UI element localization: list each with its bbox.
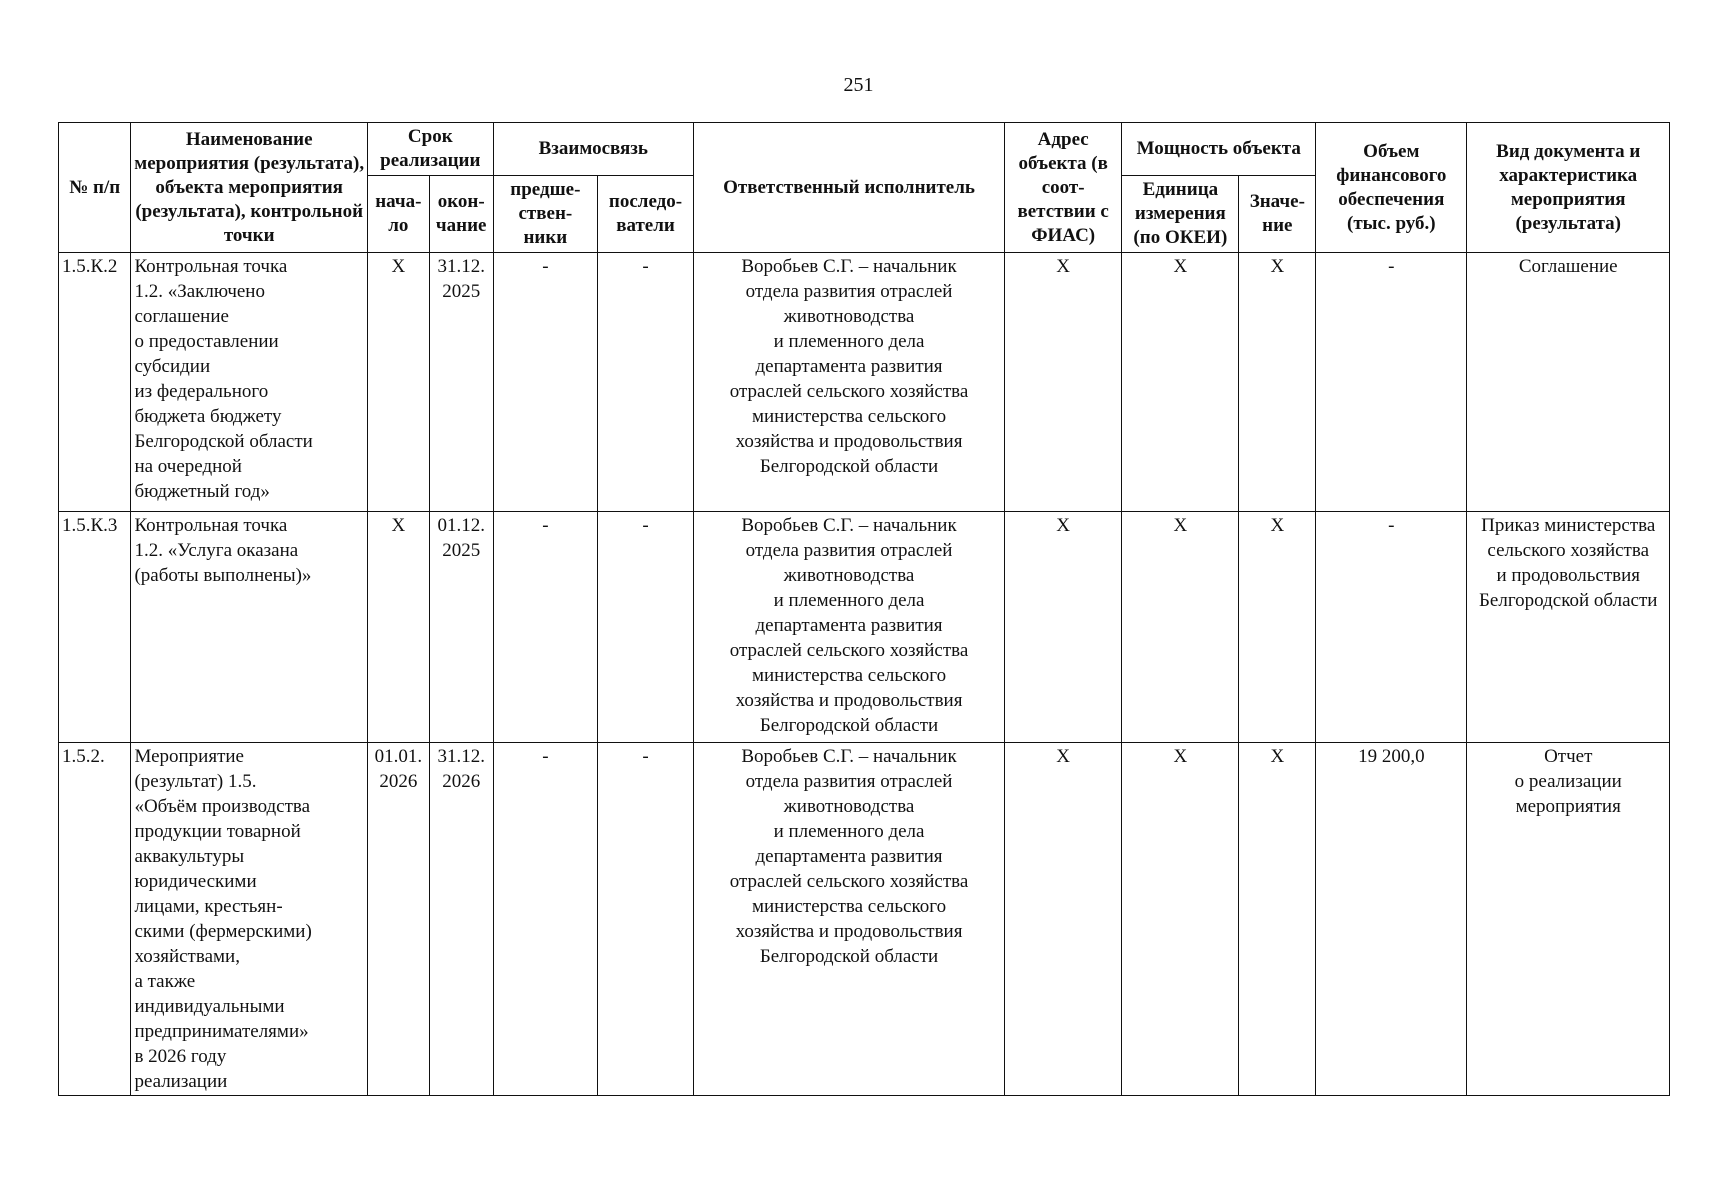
header-value: Значе- ние <box>1239 176 1316 253</box>
row-num: 1.5.2. <box>59 743 131 1096</box>
row-address: X <box>1005 743 1122 1096</box>
row-end: 31.12. 2026 <box>429 743 493 1096</box>
table-row <box>59 253 1670 512</box>
row-num: 1.5.К.3 <box>59 512 131 743</box>
row-doc: Соглашение <box>1467 253 1670 512</box>
row-value: X <box>1239 743 1316 1096</box>
row-value: X <box>1239 253 1316 512</box>
header-relation: Взаимосвязь <box>493 123 693 176</box>
row-name: Мероприятие (результат) 1.5. «Объём производства продукции товарной аквакультуры юридическими лицами, крестьян- скими (фермерскими) хозяйствами, а также индивидуальными предпринимателями» в 2026 году реализации <box>131 743 368 1096</box>
row-funding: - <box>1316 512 1467 743</box>
row-funding: - <box>1316 253 1467 512</box>
header-term-end: окон- чание <box>429 176 493 253</box>
header-predecessors: предше- ствен- ники <box>493 176 597 253</box>
row-predecessors: - <box>493 743 597 1096</box>
row-predecessors: - <box>493 512 597 743</box>
page-number: 251 <box>843 74 874 96</box>
row-responsible: Воробьев С.Г. – начальник отдела развития отраслей животноводства и племенного дела департамента развития отраслей сельского хозяйства министерства сельского хозяйства и продовольствия Белгородской области <box>693 253 1004 512</box>
plan-table <box>58 122 1670 1096</box>
row-name: Контрольная точка 1.2. «Услуга оказана (работы выполнены)» <box>131 512 368 743</box>
row-unit: X <box>1122 743 1239 1096</box>
header-successors: последо- ватели <box>598 176 694 253</box>
row-num: 1.5.К.2 <box>59 253 131 512</box>
row-address: X <box>1005 253 1122 512</box>
row-start: X <box>367 512 429 743</box>
header-funding: Объем финансового обеспечения (тыс. руб.) <box>1316 123 1467 253</box>
header-responsible: Ответственный исполнитель <box>693 123 1004 253</box>
table-row <box>59 512 1670 743</box>
row-start: X <box>367 253 429 512</box>
header-capacity: Мощность объекта <box>1122 123 1316 176</box>
header-name: Наименование мероприятия (результата), объекта мероприятия (результата), контрольной точки <box>131 123 368 253</box>
row-responsible: Воробьев С.Г. – начальник отдела развития отраслей животноводства и племенного дела департамента развития отраслей сельского хозяйства министерства сельского хозяйства и продовольствия Белгородской области <box>693 512 1004 743</box>
row-end: 31.12. 2025 <box>429 253 493 512</box>
row-address: X <box>1005 512 1122 743</box>
table-header <box>59 123 1670 253</box>
row-predecessors: - <box>493 253 597 512</box>
header-unit: Единица измерения (по ОКЕИ) <box>1122 176 1239 253</box>
row-start: 01.01. 2026 <box>367 743 429 1096</box>
header-term: Срок реализации <box>367 123 493 176</box>
row-successors: - <box>598 743 694 1096</box>
row-doc: Приказ министерства сельского хозяйства и продовольствия Белгородской области <box>1467 512 1670 743</box>
row-name: Контрольная точка 1.2. «Заключено соглашение о предоставлении субсидии из федерального бюджета бюджету Белгородской области на очередной бюджетный год» <box>131 253 368 512</box>
header-address: Адрес объекта (в соот-ветствии с ФИАС) <box>1005 123 1122 253</box>
row-successors: - <box>598 253 694 512</box>
header-doc: Вид документа и характеристика мероприятия (результата) <box>1467 123 1670 253</box>
row-value: X <box>1239 512 1316 743</box>
row-unit: X <box>1122 253 1239 512</box>
row-successors: - <box>598 512 694 743</box>
row-unit: X <box>1122 512 1239 743</box>
header-num: № п/п <box>59 123 131 253</box>
row-funding: 19 200,0 <box>1316 743 1467 1096</box>
row-responsible: Воробьев С.Г. – начальник отдела развития отраслей животноводства и племенного дела департамента развития отраслей сельского хозяйства министерства сельского хозяйства и продовольствия Белгородской области <box>693 743 1004 1096</box>
table-row <box>59 743 1670 1096</box>
header-term-start: нача- ло <box>367 176 429 253</box>
row-end: 01.12. 2025 <box>429 512 493 743</box>
row-doc: Отчет о реализации мероприятия <box>1467 743 1670 1096</box>
